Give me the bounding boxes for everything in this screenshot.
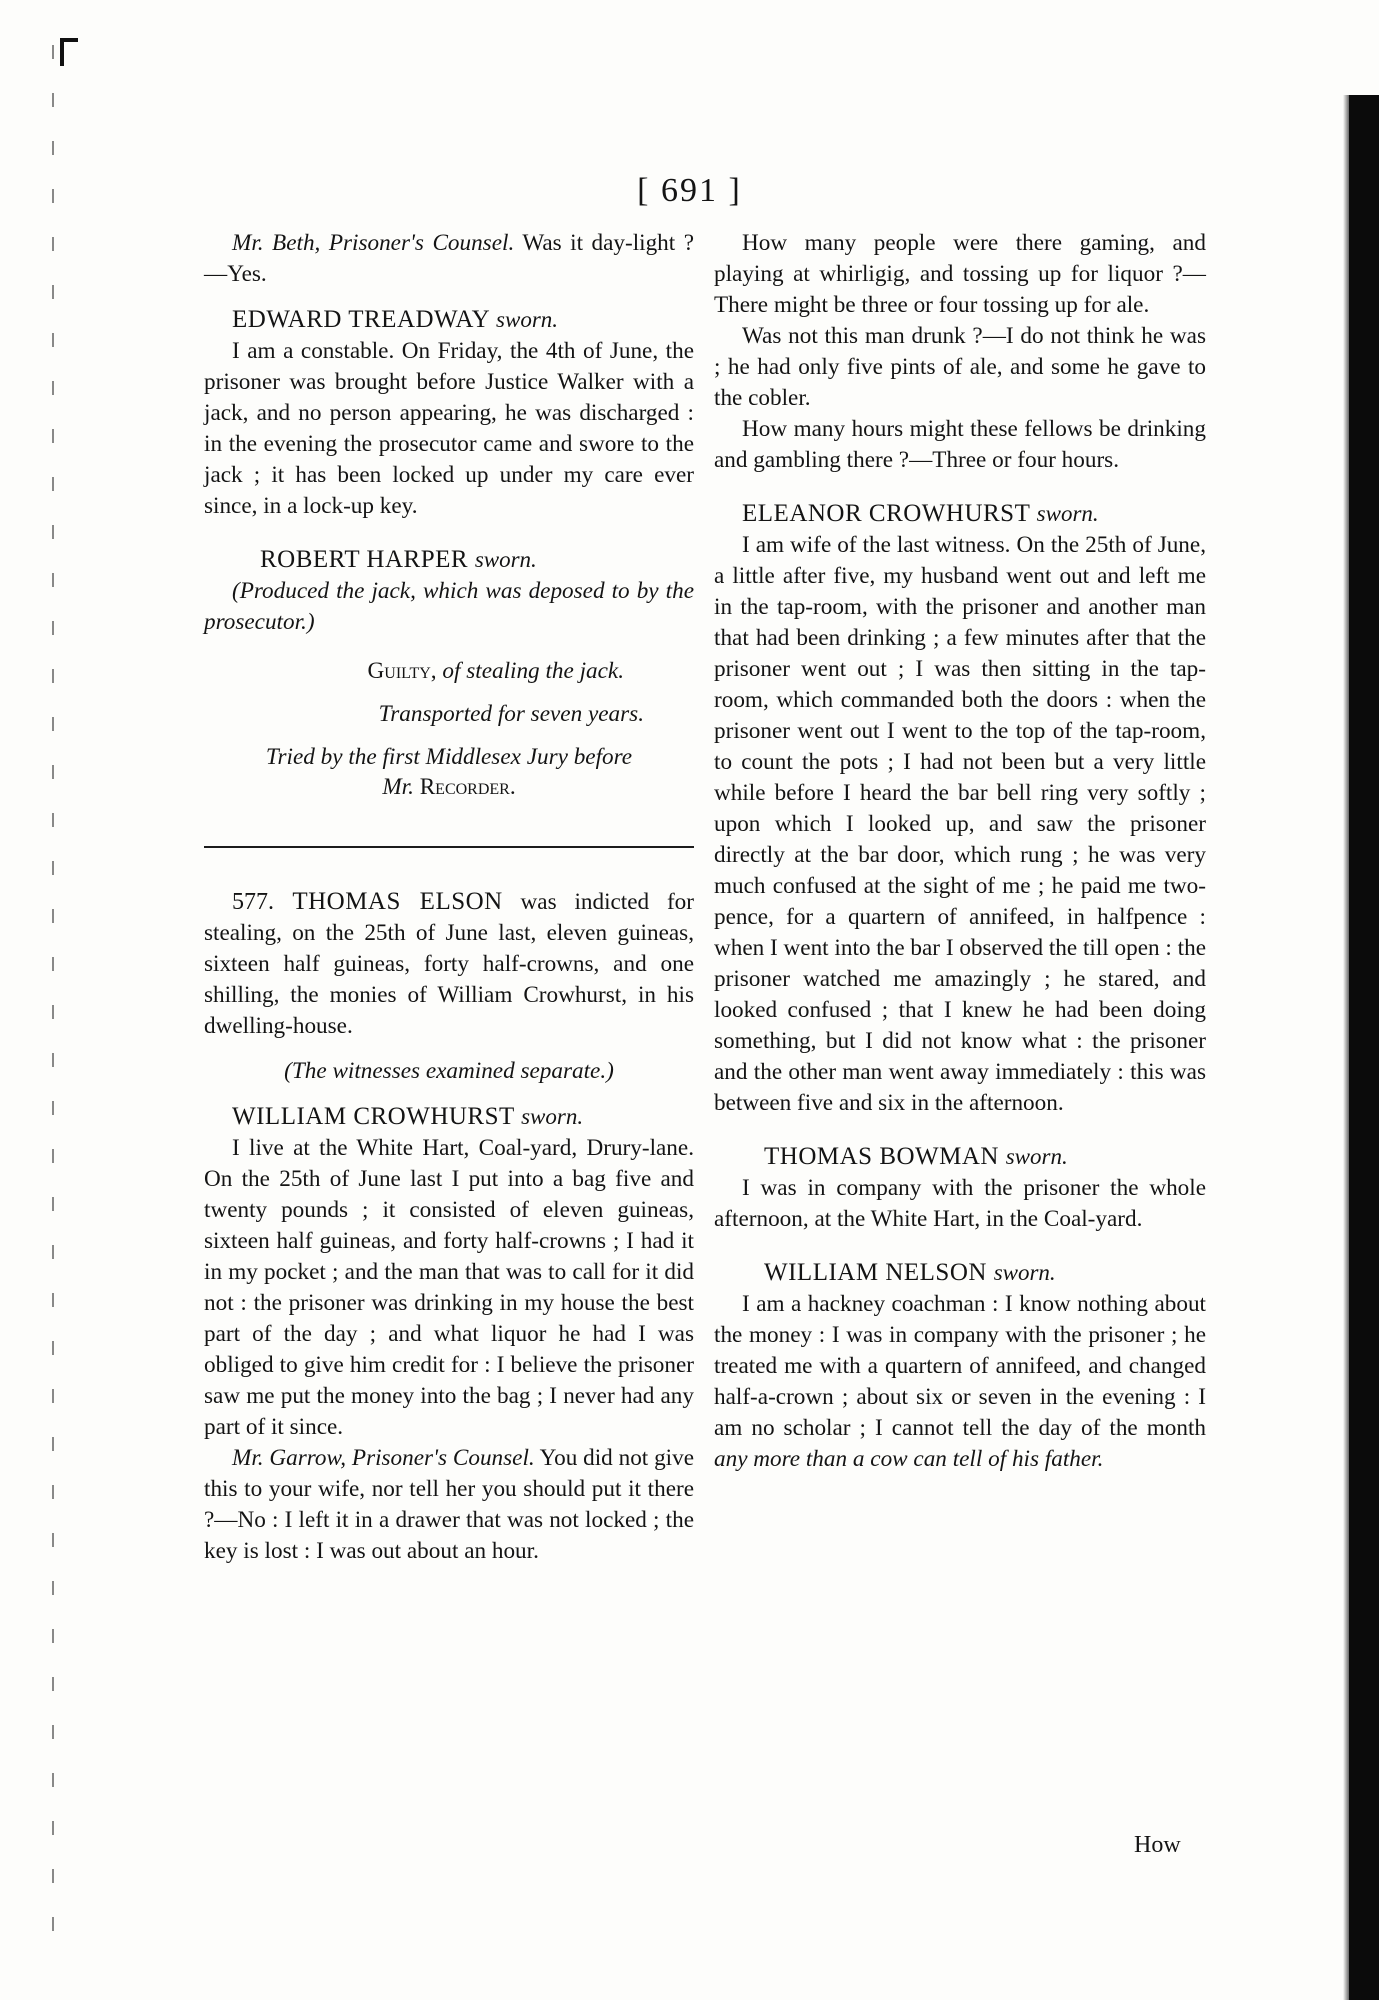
testimony: I am wife of the last witness. On the 25th of June, a little after five, my husband went out and left me in the tap-room, with the prisoner and another man that had been drinking ; a few minutes after that the prisoner went out ; I was then sitting in the tap-room, which commanded both the doors : when the prisoner went out I went to the top of the tap-room, to count the pots ; I had not been but a very little while before I heard the bar bell ring very softly ; upon which I looked up, and saw the prisoner directly at the bar door, which rung ; he was very much confused at the sight of me ; he paid me two-pence, for a quartern of annifeed, in halfpence : when I went into the bar I observed the till open : the prisoner watched me amazingly ; he stared, and looked confused ; that I knew he had been doing something, but I did not know what : the prisoner and the other man went away immediately : this was between five and six in the afternoon. [714, 532, 1206, 1116]
recorder-name: Recorder. [419, 774, 516, 800]
counsel-label: Mr. Garrow, Prisoner's Counsel. [232, 1445, 535, 1471]
verdict [204, 656, 694, 687]
defendant-name: THOMAS ELSON [274, 888, 503, 915]
witness-heading [204, 1101, 694, 1133]
witness-name: EDWARD TREADWAY [232, 306, 490, 333]
right-column [714, 228, 1206, 1475]
witness-heading [204, 304, 694, 336]
testimony-text: I am a hackney coachman : I know nothing about the money : I was in company with the prisoner ; he treated me with a quartern of annifeed, and changed half-a-crown ; about six or seven in the evening : I am no scholar ; I cannot tell the day of the month [714, 1291, 1206, 1441]
sworn-label: sworn. [993, 1260, 1056, 1285]
witness-name: ELEANOR CROWHURST [742, 500, 1030, 527]
witness-name: WILLIAM CROWHURST [232, 1103, 515, 1130]
witness-separation-note: (The witnesses examined separate.) [284, 1058, 614, 1084]
sworn-label: sworn. [1036, 501, 1099, 526]
testimony: I was in company with the prisoner the whole afternoon, at the White Hart, in the Coal-yard. [714, 1175, 1206, 1232]
verdict-word: Guilty, [367, 658, 437, 684]
margin-rule [52, 45, 54, 1945]
sentence: Transported for seven years. [378, 701, 644, 727]
counsel-question [204, 1443, 694, 1567]
catchword: How [1134, 1832, 1181, 1858]
cross-question: How many hours might these fellows be drinking and gambling there ?—Three or four hours. [714, 416, 1206, 473]
testimony [714, 1289, 1206, 1475]
testimony: I live at the White Hart, Coal-yard, Drury-lane. On the 25th of June last I put into a bag five and twenty pounds ; it consisted of eleven guineas, sixteen half guineas, and forty half-crowns ; I had it in my pocket ; and the man that was to call for it did not : the prisoner was drinking in my house the best part of the day ; and what liquor he had I was obliged to give him credit for : I believe the prisoner saw me put the money into the bag ; I never had any part of it since. [204, 1135, 694, 1440]
witness-name: ROBERT HARPER [260, 546, 469, 573]
counsel-text: You did not give this to your wife, nor tell her you should put it there ?—No : I left it in a drawer that was not locked ; the key is lost : I was out about an hour. [204, 1445, 694, 1564]
witness-name: WILLIAM NELSON [764, 1259, 987, 1286]
counsel-question [204, 228, 694, 290]
recorder-title: Mr. [382, 774, 420, 800]
witness-name: THOMAS BOWMAN [764, 1143, 999, 1170]
exhibit-note: (Produced the jack, which was deposed to by the prosecutor.) [204, 578, 694, 635]
corner-mark [60, 38, 78, 66]
counsel-text: Was it day-light ?—Yes. [204, 230, 694, 287]
cross-question: How many people were there gaming, and playing at whirligig, and tossing up for liquor ?—There might be three or four tossing up for ale. [714, 230, 1206, 318]
book-spine-edge [1349, 95, 1379, 2000]
witness-heading [714, 1141, 1206, 1173]
page-number: [ 691 ] [637, 172, 742, 209]
testimony: I am a constable. On Friday, the 4th of June, the prisoner was brought before Justice Walker with a jack, and no person appearing, he was discharged : in the evening the prosecutor came and swore to the jack ; it has been locked up under my care ever since, in a lock-up key. [204, 338, 694, 519]
witness-heading [714, 498, 1206, 530]
testimony-italic: any more than a cow can tell of his father. [714, 1446, 1104, 1472]
witness-heading [714, 1257, 1206, 1289]
left-column [204, 228, 694, 1567]
jury-text: Tried by the first Middlesex Jury before [265, 744, 633, 770]
jury-note [204, 742, 694, 802]
sworn-label: sworn. [521, 1104, 584, 1129]
sworn-label: sworn. [474, 547, 537, 572]
counsel-label: Mr. Beth, Prisoner's Counsel. [232, 230, 515, 256]
case-number: 577. [232, 889, 274, 915]
section-divider [204, 846, 694, 848]
indictment [204, 886, 694, 1042]
witness-heading [204, 544, 694, 576]
indictment-text: was indicted for stealing, on the 25th of June last, eleven guineas, sixteen half guineas, forty half-crowns, and one shilling, the monies of William Crowhurst, in his dwelling-house. [204, 889, 694, 1039]
sworn-label: sworn. [1005, 1144, 1068, 1169]
verdict-detail: of stealing the jack. [436, 658, 624, 684]
cross-question: Was not this man drunk ?—I do not think he was ; he had only five pints of ale, and some he gave to the cobler. [714, 323, 1206, 411]
sworn-label: sworn. [496, 307, 559, 332]
